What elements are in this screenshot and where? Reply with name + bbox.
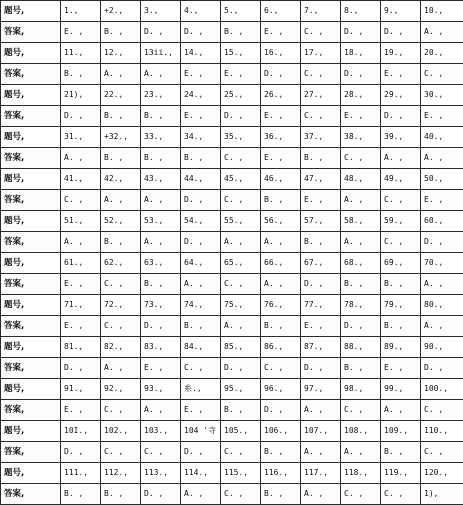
answer-cell: C. , xyxy=(101,274,141,295)
question-number-label: 题号, xyxy=(1,421,61,442)
answer-cell: A. , xyxy=(101,64,141,85)
answer-cell: A. , xyxy=(181,274,221,295)
question-number-cell: 10., xyxy=(421,1,463,22)
question-number-cell: 113., xyxy=(141,463,181,484)
question-number-label: 题号, xyxy=(1,337,61,358)
question-number-cell: 26., xyxy=(261,85,301,106)
answer-label: 答案, xyxy=(1,274,61,295)
answer-row xyxy=(1,484,463,505)
question-number-cell: 91., xyxy=(61,379,101,400)
question-number-cell: 116., xyxy=(261,463,301,484)
answer-cell: E. , xyxy=(301,316,341,337)
question-number-cell: 56., xyxy=(261,211,301,232)
answer-cell: D. , xyxy=(61,442,101,463)
question-number-cell: 118., xyxy=(341,463,381,484)
question-number-cell: 69., xyxy=(381,253,421,274)
question-number-label: 题号, xyxy=(1,1,61,22)
answer-cell: A. , xyxy=(421,22,463,43)
question-number-cell: 47., xyxy=(301,169,341,190)
question-number-row xyxy=(1,421,463,442)
answer-cell: C. , xyxy=(221,148,261,169)
answer-cell: D. , xyxy=(181,442,221,463)
answer-row xyxy=(1,442,463,463)
answer-cell: C. , xyxy=(101,400,141,421)
answer-cell: C. , xyxy=(421,64,463,85)
question-number-cell: 53., xyxy=(141,211,181,232)
answer-cell: E. , xyxy=(421,190,463,211)
question-number-cell: 39., xyxy=(381,127,421,148)
answer-cell: C. , xyxy=(381,484,421,505)
question-number-cell: 117., xyxy=(301,463,341,484)
question-number-cell: 111., xyxy=(61,463,101,484)
question-number-cell: 34., xyxy=(181,127,221,148)
question-number-cell: 24., xyxy=(181,85,221,106)
answer-label: 答案, xyxy=(1,358,61,379)
question-number-cell: 20., xyxy=(421,43,463,64)
answer-cell: D. , xyxy=(381,22,421,43)
answer-cell: B. , xyxy=(141,148,181,169)
question-number-cell: 17., xyxy=(301,43,341,64)
answer-row xyxy=(1,148,463,169)
answer-label: 答案, xyxy=(1,316,61,337)
answer-cell: B. , xyxy=(261,484,301,505)
question-number-cell: 43., xyxy=(141,169,181,190)
question-number-cell: 103., xyxy=(141,421,181,442)
answer-cell: A. , xyxy=(141,400,181,421)
question-number-cell: 59., xyxy=(381,211,421,232)
answer-cell: E. , xyxy=(261,148,301,169)
question-number-cell: 99., xyxy=(381,379,421,400)
question-number-cell: 1., xyxy=(61,1,101,22)
answer-cell: B. , xyxy=(141,106,181,127)
answer-cell: C. , xyxy=(421,400,463,421)
answer-cell: D. , xyxy=(61,106,101,127)
answer-cell: E. , xyxy=(221,64,261,85)
question-number-cell: 40., xyxy=(421,127,463,148)
answer-cell: B. , xyxy=(261,442,301,463)
answer-row xyxy=(1,358,463,379)
question-number-row xyxy=(1,85,463,106)
question-number-cell: 14., xyxy=(181,43,221,64)
question-number-cell: 45., xyxy=(221,169,261,190)
question-number-cell: 95., xyxy=(221,379,261,400)
question-number-cell: 62., xyxy=(101,253,141,274)
question-number-cell: 75., xyxy=(221,295,261,316)
answer-cell: B. , xyxy=(221,400,261,421)
question-number-row xyxy=(1,253,463,274)
question-number-cell: 112., xyxy=(101,463,141,484)
answer-cell: A. , xyxy=(261,232,301,253)
answer-cell: D. , xyxy=(221,106,261,127)
question-number-label: 题号, xyxy=(1,211,61,232)
question-number-cell: 3., xyxy=(141,1,181,22)
question-number-label: 题号, xyxy=(1,127,61,148)
question-number-cell: 52., xyxy=(101,211,141,232)
answer-row xyxy=(1,64,463,85)
answer-cell: 1), xyxy=(421,484,463,505)
answer-cell: D. , xyxy=(381,106,421,127)
answer-label: 答案, xyxy=(1,106,61,127)
question-number-cell: 79., xyxy=(381,295,421,316)
answer-cell: D. , xyxy=(181,232,221,253)
answer-label: 答案, xyxy=(1,64,61,85)
question-number-cell: 72., xyxy=(101,295,141,316)
question-number-cell: 106., xyxy=(261,421,301,442)
question-number-row xyxy=(1,337,463,358)
question-number-cell: +2., xyxy=(101,1,141,22)
answer-cell: B. , xyxy=(221,22,261,43)
question-number-cell: 66., xyxy=(261,253,301,274)
answer-cell: E. , xyxy=(61,274,101,295)
question-number-cell: 19., xyxy=(381,43,421,64)
question-number-cell: 30., xyxy=(421,85,463,106)
answer-cell: B. , xyxy=(101,106,141,127)
question-number-cell: 10I., xyxy=(61,421,101,442)
question-number-cell: 67., xyxy=(301,253,341,274)
answer-cell: B. , xyxy=(381,316,421,337)
question-number-cell: 12., xyxy=(101,43,141,64)
answer-cell: E. , xyxy=(301,190,341,211)
answer-cell: A. , xyxy=(61,148,101,169)
answer-cell: D. , xyxy=(61,358,101,379)
answer-cell: E. , xyxy=(181,400,221,421)
answer-cell: C. , xyxy=(61,190,101,211)
answer-cell: C. , xyxy=(421,442,463,463)
answer-cell: A. , xyxy=(261,274,301,295)
answer-label: 答案, xyxy=(1,232,61,253)
question-number-label: 题号, xyxy=(1,379,61,400)
answer-cell: C. , xyxy=(141,442,181,463)
question-number-cell: 98., xyxy=(341,379,381,400)
answer-cell: A. , xyxy=(221,316,261,337)
question-number-cell: 81., xyxy=(61,337,101,358)
question-number-row xyxy=(1,379,463,400)
question-number-cell: 29., xyxy=(381,85,421,106)
question-number-cell: 15., xyxy=(221,43,261,64)
question-number-cell: 21), xyxy=(61,85,101,106)
answer-cell: B. , xyxy=(101,484,141,505)
answer-cell: A. , xyxy=(221,232,261,253)
question-number-cell: 49., xyxy=(381,169,421,190)
answer-cell: C. , xyxy=(341,400,381,421)
question-number-label: 题号, xyxy=(1,85,61,106)
answer-cell: A. , xyxy=(341,232,381,253)
question-number-cell: 8., xyxy=(341,1,381,22)
answer-cell: A. , xyxy=(141,64,181,85)
question-number-cell: 88., xyxy=(341,337,381,358)
question-number-cell: 68., xyxy=(341,253,381,274)
question-number-cell: 63., xyxy=(141,253,181,274)
answer-label: 答案, xyxy=(1,22,61,43)
question-number-cell: 27., xyxy=(301,85,341,106)
answer-cell: D. , xyxy=(341,22,381,43)
question-number-cell: 28., xyxy=(341,85,381,106)
answer-cell: A. , xyxy=(421,148,463,169)
question-number-cell: 92., xyxy=(101,379,141,400)
question-number-cell: 93., xyxy=(141,379,181,400)
answer-cell: D. , xyxy=(261,64,301,85)
answer-cell: A. , xyxy=(141,190,181,211)
question-number-cell: 9., xyxy=(381,1,421,22)
answer-cell: B. , xyxy=(261,316,301,337)
answer-cell: D. , xyxy=(221,358,261,379)
question-number-cell: 70., xyxy=(421,253,463,274)
answer-cell: E. , xyxy=(261,106,301,127)
answer-row xyxy=(1,190,463,211)
question-number-cell: 33., xyxy=(141,127,181,148)
answer-label: 答案, xyxy=(1,190,61,211)
question-number-cell: 64., xyxy=(181,253,221,274)
answer-cell: B. , xyxy=(341,358,381,379)
answer-cell: C. , xyxy=(381,232,421,253)
question-number-cell: 38., xyxy=(341,127,381,148)
answer-row xyxy=(1,316,463,337)
answer-cell: C. , xyxy=(301,64,341,85)
answer-cell: D. , xyxy=(421,358,463,379)
answer-cell: E. , xyxy=(181,106,221,127)
answer-cell: D. , xyxy=(421,232,463,253)
answer-cell: B. , xyxy=(181,316,221,337)
question-number-cell: 18., xyxy=(341,43,381,64)
question-number-cell: 107., xyxy=(301,421,341,442)
question-number-cell: 42., xyxy=(101,169,141,190)
question-number-cell: 36., xyxy=(261,127,301,148)
question-number-cell: 76., xyxy=(261,295,301,316)
answer-cell: A. , xyxy=(181,484,221,505)
answer-row xyxy=(1,274,463,295)
answer-cell: C. , xyxy=(301,106,341,127)
answer-cell: B. , xyxy=(101,22,141,43)
question-number-cell: 25., xyxy=(221,85,261,106)
answer-cell: E. , xyxy=(341,106,381,127)
question-number-cell: 100., xyxy=(421,379,463,400)
question-number-cell: 82., xyxy=(101,337,141,358)
answer-cell: D. , xyxy=(301,274,341,295)
question-number-cell: 87., xyxy=(301,337,341,358)
answer-cell: B. , xyxy=(381,442,421,463)
answer-cell: D. , xyxy=(141,22,181,43)
answer-cell: A. , xyxy=(381,400,421,421)
question-number-cell: 97., xyxy=(301,379,341,400)
question-number-cell: 22., xyxy=(101,85,141,106)
answer-cell: A. , xyxy=(421,274,463,295)
question-number-cell: 104 '寺 xyxy=(181,421,221,442)
answer-cell: C. , xyxy=(221,442,261,463)
answer-cell: E. , xyxy=(61,316,101,337)
answer-cell: E. , xyxy=(141,358,181,379)
question-number-cell: 50., xyxy=(421,169,463,190)
question-number-cell: 83., xyxy=(141,337,181,358)
answer-cell: C. , xyxy=(181,358,221,379)
answer-label: 答案, xyxy=(1,484,61,505)
question-number-row xyxy=(1,463,463,484)
answer-cell: B. , xyxy=(181,148,221,169)
question-number-cell: 6., xyxy=(261,1,301,22)
question-number-cell: 54., xyxy=(181,211,221,232)
answer-cell: A. , xyxy=(61,232,101,253)
question-number-cell: 57., xyxy=(301,211,341,232)
answer-cell: E. , xyxy=(381,358,421,379)
answer-cell: C. , xyxy=(221,190,261,211)
question-number-cell: 74., xyxy=(181,295,221,316)
answer-cell: B. , xyxy=(301,148,341,169)
answer-cell: A. , xyxy=(341,442,381,463)
question-number-cell: 120., xyxy=(421,463,463,484)
question-number-cell: 41., xyxy=(61,169,101,190)
question-number-cell: 31., xyxy=(61,127,101,148)
question-number-cell: 85., xyxy=(221,337,261,358)
question-number-cell: 11., xyxy=(61,43,101,64)
question-number-cell: 糸., xyxy=(181,379,221,400)
answer-cell: A. , xyxy=(101,190,141,211)
answer-cell: A. , xyxy=(421,316,463,337)
question-number-cell: 5., xyxy=(221,1,261,22)
answer-cell: A. , xyxy=(381,148,421,169)
answer-cell: D. , xyxy=(261,400,301,421)
question-number-cell: 7., xyxy=(301,1,341,22)
question-number-cell: 4., xyxy=(181,1,221,22)
question-number-cell: 37., xyxy=(301,127,341,148)
question-number-cell: 78., xyxy=(341,295,381,316)
question-number-cell: 58., xyxy=(341,211,381,232)
question-number-cell: 77., xyxy=(301,295,341,316)
answer-row xyxy=(1,400,463,421)
answer-cell: E. , xyxy=(421,106,463,127)
question-number-cell: 86., xyxy=(261,337,301,358)
answer-cell: A. , xyxy=(341,190,381,211)
answer-cell: B. , xyxy=(261,190,301,211)
answer-key-body xyxy=(1,1,463,505)
answer-cell: A. , xyxy=(141,232,181,253)
question-number-cell: 35., xyxy=(221,127,261,148)
question-number-cell: 114., xyxy=(181,463,221,484)
answer-cell: B. , xyxy=(101,148,141,169)
answer-cell: B. , xyxy=(301,232,341,253)
question-number-cell: 61., xyxy=(61,253,101,274)
answer-cell: C. , xyxy=(101,316,141,337)
question-number-label: 题号, xyxy=(1,43,61,64)
answer-cell: C. , xyxy=(221,484,261,505)
question-number-cell: 119., xyxy=(381,463,421,484)
question-number-cell: 46., xyxy=(261,169,301,190)
question-number-label: 题号, xyxy=(1,253,61,274)
question-number-cell: 73., xyxy=(141,295,181,316)
answer-cell: B. , xyxy=(381,274,421,295)
question-number-cell: 110., xyxy=(421,421,463,442)
answer-cell: A. , xyxy=(101,358,141,379)
answer-cell: B. , xyxy=(61,484,101,505)
question-number-cell: +32., xyxy=(101,127,141,148)
question-number-row xyxy=(1,1,463,22)
answer-cell: D. , xyxy=(181,22,221,43)
answer-cell: E. , xyxy=(61,400,101,421)
question-number-cell: 48., xyxy=(341,169,381,190)
question-number-row xyxy=(1,211,463,232)
question-number-cell: 65., xyxy=(221,253,261,274)
answer-cell: A. , xyxy=(301,442,341,463)
answer-cell: E. , xyxy=(261,22,301,43)
question-number-cell: 60., xyxy=(421,211,463,232)
answer-label: 答案, xyxy=(1,148,61,169)
question-number-cell: 90., xyxy=(421,337,463,358)
answer-cell: C. , xyxy=(301,22,341,43)
answer-cell: C. , xyxy=(101,442,141,463)
question-number-cell: 13ii., xyxy=(141,43,181,64)
question-number-cell: 84., xyxy=(181,337,221,358)
question-number-cell: 16., xyxy=(261,43,301,64)
answer-label: 答案, xyxy=(1,400,61,421)
answer-cell: E. , xyxy=(181,64,221,85)
answer-cell: E. , xyxy=(381,64,421,85)
question-number-label: 题号, xyxy=(1,295,61,316)
question-number-row xyxy=(1,295,463,316)
question-number-row xyxy=(1,169,463,190)
question-number-cell: 115., xyxy=(221,463,261,484)
answer-cell: D. , xyxy=(301,358,341,379)
question-number-cell: 55., xyxy=(221,211,261,232)
answer-cell: A. , xyxy=(301,400,341,421)
answer-cell: D. , xyxy=(141,484,181,505)
question-number-label: 题号, xyxy=(1,169,61,190)
answer-cell: E. , xyxy=(61,22,101,43)
question-number-cell: 105., xyxy=(221,421,261,442)
answer-label: 答案, xyxy=(1,442,61,463)
answer-cell: B. , xyxy=(101,232,141,253)
answer-cell: B. , xyxy=(61,64,101,85)
question-number-cell: 44., xyxy=(181,169,221,190)
answer-cell: B. , xyxy=(141,274,181,295)
answer-cell: C. , xyxy=(341,484,381,505)
answer-cell: D. , xyxy=(181,190,221,211)
question-number-cell: 80., xyxy=(421,295,463,316)
answer-cell: C. , xyxy=(381,190,421,211)
answer-cell: C. , xyxy=(261,358,301,379)
answer-cell: D. , xyxy=(141,316,181,337)
question-number-cell: 109., xyxy=(381,421,421,442)
question-number-cell: 96., xyxy=(261,379,301,400)
question-number-cell: 108., xyxy=(341,421,381,442)
question-number-row xyxy=(1,43,463,64)
question-number-cell: 89., xyxy=(381,337,421,358)
answer-cell: B. , xyxy=(341,274,381,295)
answer-cell: D. , xyxy=(341,316,381,337)
question-number-cell: 102., xyxy=(101,421,141,442)
question-number-cell: 71., xyxy=(61,295,101,316)
question-number-cell: 23., xyxy=(141,85,181,106)
answer-row xyxy=(1,232,463,253)
answer-row xyxy=(1,106,463,127)
question-number-cell: 51., xyxy=(61,211,101,232)
question-number-label: 题号, xyxy=(1,463,61,484)
answer-cell: A. , xyxy=(301,484,341,505)
answer-cell: C. , xyxy=(221,274,261,295)
answer-cell: C. , xyxy=(341,148,381,169)
question-number-row xyxy=(1,127,463,148)
answer-cell: D. , xyxy=(341,64,381,85)
answer-row xyxy=(1,22,463,43)
